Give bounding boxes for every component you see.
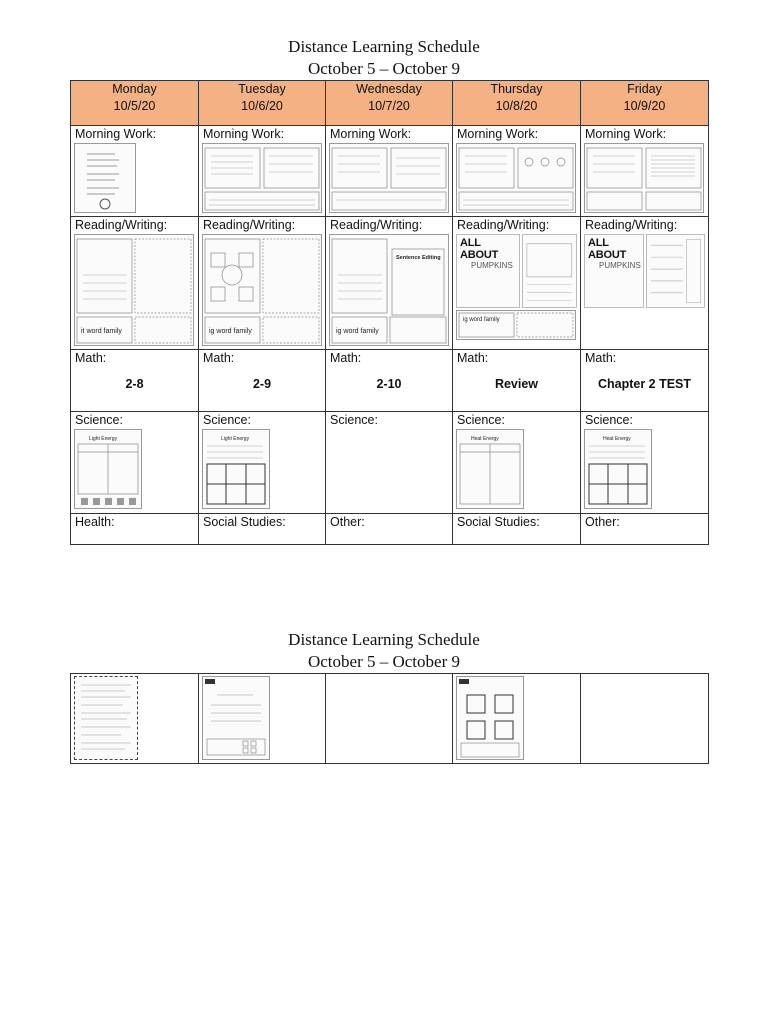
heat-energy-heading: Heat Energy	[471, 436, 499, 442]
worksheet-art	[330, 144, 448, 212]
math-lesson: Chapter 2 TEST	[597, 377, 692, 391]
day-date: 10/9/20	[623, 99, 666, 113]
science-row	[71, 412, 709, 514]
other-subjects-row	[71, 514, 709, 545]
day-header-monday	[71, 81, 199, 126]
worksheet-thumbnail[interactable]	[202, 676, 270, 760]
worksheet-thumbnail[interactable]	[584, 429, 652, 509]
other-subject-cell	[453, 514, 581, 545]
row-label: Math:	[330, 351, 362, 365]
sentence-editing-heading: Sentence Editing	[396, 255, 441, 261]
row-label: Health:	[75, 515, 115, 529]
worksheet-thumbnail[interactable]	[202, 429, 270, 509]
worksheet-thumbnail[interactable]	[74, 676, 138, 760]
worksheet-art	[457, 677, 523, 759]
worksheet-cell	[71, 674, 199, 764]
math-row	[71, 350, 709, 412]
worksheet-thumbnail[interactable]	[74, 234, 194, 346]
morning-work-cell	[326, 126, 453, 217]
worksheet-art	[75, 677, 137, 759]
other-subject-cell	[199, 514, 326, 545]
row-label: Math:	[457, 351, 489, 365]
day-name: Wednesday	[356, 82, 422, 96]
morning-work-cell	[453, 126, 581, 217]
worksheet-art	[75, 235, 193, 345]
math-lesson: Review	[494, 377, 539, 391]
worksheet-art	[75, 430, 141, 508]
day-header-friday	[581, 81, 709, 126]
science-cell	[326, 412, 453, 514]
worksheet-art	[203, 144, 321, 212]
day-date: 10/8/20	[495, 99, 538, 113]
reading-writing-cell	[581, 217, 709, 350]
worksheet-group	[456, 234, 577, 308]
row-label: Math:	[75, 351, 107, 365]
worksheet-thumbnail[interactable]	[584, 143, 704, 213]
math-cell	[199, 350, 326, 412]
worksheet-art	[75, 144, 135, 212]
worksheet-thumbnail[interactable]	[202, 234, 322, 346]
morning-work-cell	[199, 126, 326, 217]
worksheet-art	[647, 235, 705, 307]
day-name: Thursday	[490, 82, 543, 96]
schedule-title-block-2	[0, 629, 768, 673]
science-cell	[581, 412, 709, 514]
ig-word-family-heading: ig word family	[209, 328, 252, 335]
math-cell	[581, 350, 709, 412]
math-cell	[71, 350, 199, 412]
other-subject-cell	[326, 514, 453, 545]
light-energy-heading: Light Energy	[89, 436, 118, 442]
day-header-wednesday	[326, 81, 453, 126]
all-about-pumpkins-worksheet[interactable]	[584, 234, 644, 308]
row-label: Science:	[75, 413, 123, 427]
day-name: Tuesday	[238, 82, 286, 96]
row-label: Science:	[457, 413, 505, 427]
schedule-dates: October 5 – October 9	[307, 59, 460, 78]
worksheet-art	[457, 430, 523, 508]
worksheet-row	[71, 674, 709, 764]
worksheet-cell	[581, 674, 709, 764]
row-label: Math:	[585, 351, 617, 365]
math-lesson: 2-9	[252, 377, 272, 391]
morning-work-cell	[581, 126, 709, 217]
pumpkins-subheading: PUMPKINS	[599, 261, 641, 270]
worksheet-art	[203, 430, 269, 508]
schedule-title: Distance Learning Schedule	[288, 37, 480, 56]
worksheet-cell	[326, 674, 453, 764]
row-label: Morning Work:	[585, 127, 667, 141]
day-date: 10/7/20	[368, 99, 410, 113]
row-label: Morning Work:	[330, 127, 412, 141]
math-lesson: 2-10	[376, 377, 402, 391]
day-header-row	[71, 81, 709, 126]
row-label: Reading/Writing:	[585, 218, 678, 232]
worksheet-art	[523, 235, 576, 307]
math-lesson: 2-8	[125, 377, 144, 391]
morning-work-row	[71, 126, 709, 217]
worksheet-art	[457, 311, 575, 339]
reading-writing-cell	[453, 217, 581, 350]
schedule-title: Distance Learning Schedule	[288, 630, 480, 649]
day-name: Friday	[627, 82, 662, 96]
row-label: Reading/Writing:	[203, 218, 296, 232]
worksheet-cell	[199, 674, 326, 764]
heat-energy-heading: Heat Energy	[603, 436, 631, 442]
schedule-dates: October 5 – October 9	[307, 652, 460, 671]
worksheet-cell	[453, 674, 581, 764]
row-label: Social Studies:	[457, 515, 540, 529]
worksheet-art	[585, 430, 651, 508]
day-date: 10/5/20	[113, 99, 156, 113]
worksheet-thumbnail[interactable]	[456, 310, 576, 340]
science-cell	[453, 412, 581, 514]
all-about-heading: ALL ABOUT	[460, 237, 499, 261]
worksheet-thumbnail[interactable]	[74, 429, 142, 509]
row-label: Science:	[330, 413, 378, 427]
morning-work-cell	[71, 126, 199, 217]
row-label: Other:	[585, 515, 620, 529]
worksheet-thumbnail[interactable]	[74, 143, 136, 213]
other-subject-cell	[71, 514, 199, 545]
worksheet-group	[584, 234, 705, 308]
worksheet-art	[203, 235, 321, 345]
day-name: Monday	[112, 82, 157, 96]
worksheet-thumbnail[interactable]	[646, 234, 706, 308]
row-label: Other:	[330, 515, 365, 529]
worksheet-art	[457, 144, 575, 212]
science-cell	[71, 412, 199, 514]
row-label: Math:	[203, 351, 235, 365]
math-cell	[326, 350, 453, 412]
worksheet-thumbnail[interactable]	[456, 429, 524, 509]
worksheet-thumbnail[interactable]	[202, 143, 322, 213]
science-cell	[199, 412, 326, 514]
day-date: 10/6/20	[241, 99, 283, 113]
worksheet-thumbnail[interactable]	[329, 143, 449, 213]
schedule-table	[70, 80, 709, 545]
all-about-heading: ALL ABOUT	[588, 237, 627, 261]
row-label: Science:	[203, 413, 251, 427]
row-label: Morning Work:	[75, 127, 157, 141]
light-energy-heading: Light Energy	[221, 436, 250, 442]
worksheet-thumbnail[interactable]	[456, 676, 524, 760]
worksheet-art	[585, 144, 703, 212]
worksheet-art	[203, 677, 269, 759]
day-header-thursday	[453, 81, 581, 126]
worksheet-art	[330, 235, 448, 345]
other-subject-cell	[581, 514, 709, 545]
reading-writing-cell	[199, 217, 326, 350]
row-label: Morning Work:	[457, 127, 539, 141]
schedule-table-2	[70, 673, 709, 764]
it-word-family-heading: it word family	[81, 328, 122, 335]
ig-word-family-heading: ig word family	[336, 328, 379, 335]
row-label: Science:	[585, 413, 633, 427]
ig-word-family-heading: ig word family	[463, 317, 500, 323]
reading-writing-cell	[71, 217, 199, 350]
pumpkins-subheading: PUMPKINS	[471, 261, 513, 270]
day-header-tuesday	[199, 81, 326, 126]
row-label: Reading/Writing:	[75, 218, 168, 232]
reading-writing-row	[71, 217, 709, 350]
worksheet-thumbnail[interactable]	[522, 234, 577, 308]
row-label: Morning Work:	[203, 127, 285, 141]
math-cell	[453, 350, 581, 412]
worksheet-thumbnail[interactable]	[456, 143, 576, 213]
worksheet-thumbnail[interactable]	[329, 234, 449, 346]
row-label: Reading/Writing:	[330, 218, 423, 232]
schedule-title-block	[0, 36, 768, 80]
all-about-pumpkins-worksheet[interactable]	[456, 234, 520, 308]
row-label: Social Studies:	[203, 515, 286, 529]
row-label: Reading/Writing:	[457, 218, 550, 232]
reading-writing-cell	[326, 217, 453, 350]
